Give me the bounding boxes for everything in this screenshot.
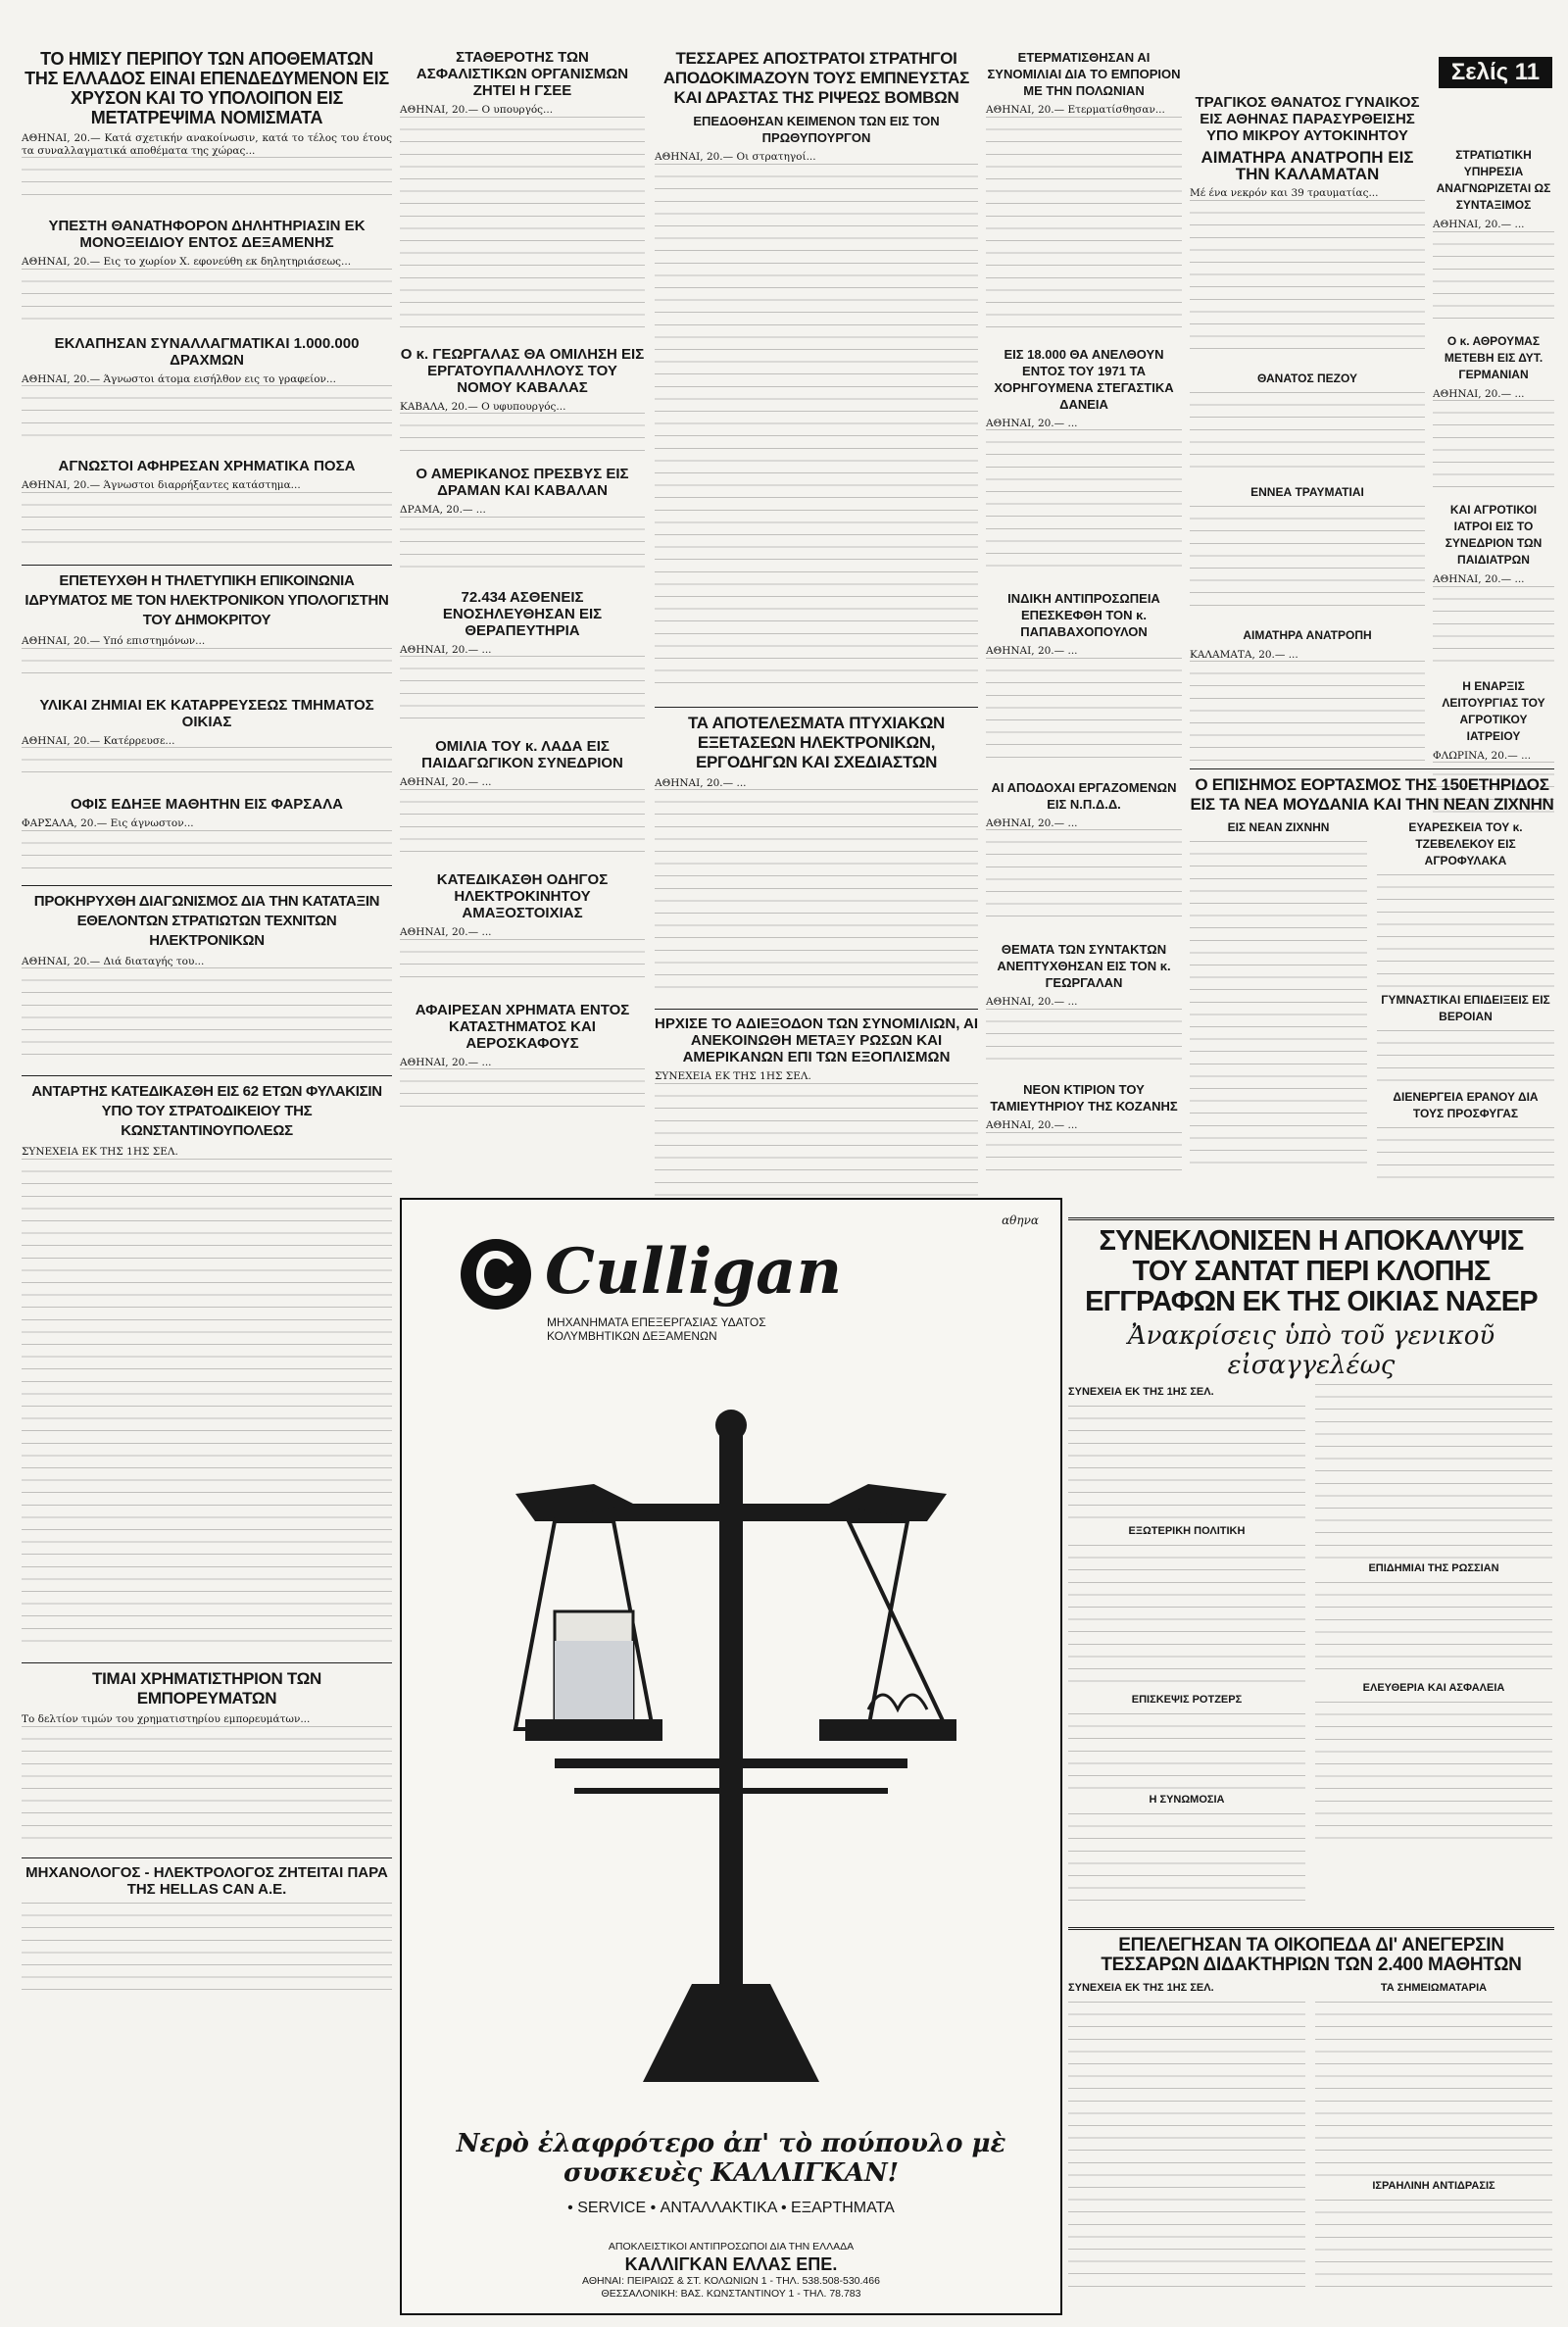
continuation-label: ΣΥΝΕΧΕΙΑ ΕΚ ΤΗΣ 1ΗΣ ΣΕΛ. — [1068, 1386, 1214, 1398]
story — [986, 346, 1182, 577]
celebration-block — [1190, 763, 1554, 1186]
story — [400, 1002, 645, 1109]
story — [986, 941, 1182, 1067]
story — [1190, 94, 1425, 357]
story — [1190, 484, 1425, 614]
continuation-label: ΣΥΝΕΧΕΙΑ ΕΚ ΤΗΣ 1ΗΣ ΣΕΛ. — [1068, 1982, 1214, 1994]
text-lines — [986, 829, 1182, 927]
headline: ΘΕΜΑΤΑ ΤΩΝ ΣΥΝΤΑΚΤΩΝ ΑΝΕΠΤΥΧΘΗΣΑΝ ΕΙΣ ΤΟΝ κ. ΓΕΩΡΓΑΛΑΝ — [997, 942, 1171, 991]
text-lines — [22, 492, 392, 551]
headline: ΝΕΟΝ ΚΤΙΡΙΟΝ ΤΟΥ ΤΑΜΙΕΥΤΗΡΙΟΥ ΤΗΣ ΚΟΖΑΝΗΣ — [990, 1081, 1178, 1114]
ad-slogan: Νερὸ ἐλαφρότερο ἀπ' τὸ πούπουλο μὲ συσκευὲς ΚΑΛΛΙΓΚΑΝ! — [456, 2129, 1006, 2188]
headline: 72.434 ΑΣΘΕΝΕΙΣ ΕΝΟΣΗΛΕΥΘΗΣΑΝ ΕΙΣ ΘΕΡΑΠΕΥΤΗΡΙΑ — [442, 588, 603, 639]
story-body: ΑΘΗΝΑΙ, 20.— ... — [400, 1056, 492, 1068]
story-body: ΑΘΗΝΑΙ, 20.— Ο υπουργός... — [400, 104, 554, 116]
text-lines — [1315, 1702, 1552, 1839]
story — [22, 892, 392, 1063]
ad-subtitle: ΜΗΧΑΝΗΜΑΤΑ ΕΠΕΞΕΡΓΑΣΙΑΣ ΥΔΑΤΟΣ ΚΟΛΥΜΒΗΤΙΚΩΝ ΔΕΞΑΜΕΝΩΝ — [547, 1315, 766, 1343]
story — [22, 796, 392, 871]
story — [400, 466, 645, 575]
text-lines — [1068, 1406, 1305, 1523]
story — [1433, 333, 1554, 489]
text-lines — [400, 517, 645, 575]
text-lines — [1315, 2002, 1552, 2178]
story-body: ΑΘΗΝΑΙ, 20.— Διά διαταγής του... — [22, 955, 205, 967]
headline: ΑΓΝΩΣΤΟΙ ΑΦΗΡΕΣΑΝ ΧΡΗΜΑΤΙΚΑ ΠΟΣΑ — [58, 458, 356, 475]
story — [22, 571, 392, 683]
story-body: ΑΘΗΝΑΙ, 20.— Άγνωστοι άτομα εισήλθον εις το γραφείον... — [22, 372, 336, 385]
text-lines — [1068, 1813, 1305, 1911]
divider — [22, 565, 392, 566]
text-lines — [1190, 200, 1425, 357]
story — [986, 1081, 1182, 1171]
story-body: ΑΘΗΝΑΙ, 20.— Εις το χωρίον Χ. εφονεύθη εκ δηλητηριάσεως... — [22, 256, 352, 269]
divider — [655, 707, 978, 708]
story-body: ΑΘΗΝΑΙ, 20.— ... — [986, 817, 1078, 829]
text-lines — [986, 1009, 1182, 1067]
text-lines — [22, 1726, 392, 1844]
story — [22, 458, 392, 551]
lead-story — [1068, 1212, 1554, 1911]
story — [400, 49, 645, 332]
culligan-advertisement — [400, 1198, 1062, 2315]
text-lines — [22, 157, 392, 204]
headline: ΙΝΔΙΚΗ ΑΝΤΙΠΡΟΣΩΠΕΙΑ ΕΠΕΣΚΕΦΘΗ ΤΟΝ κ. ΠΑΠΑΒΑΧΟΠΟΥΛΟΝ — [1007, 591, 1160, 640]
text-lines — [22, 1159, 392, 1649]
story-body: ΚΑΛΑΜΑΤΑ, 20.— ... — [1190, 648, 1298, 661]
story-body: ΑΘΗΝΑΙ, 20.— ... — [1433, 219, 1525, 230]
story — [986, 49, 1182, 332]
story-body: Μέ ένα νεκρόν και 39 τραυματίας... — [1190, 187, 1379, 199]
story-body: ΑΘΗΝΑΙ, 20.— ... — [400, 643, 492, 656]
story-body: ΑΘΗΝΑΙ, 20.— ... — [1433, 387, 1525, 400]
story-body: ΑΘΗΝΑΙ, 20.— ... — [986, 996, 1078, 1009]
column-6 — [1433, 147, 1554, 834]
headline: ΤΕΣΣΑΡΕΣ ΑΠΟΣΤΡΑΤΟΙ ΣΤΡΑΤΗΓΟΙ ΑΠΟΔΟΚΙΜΑΖΟΥΝ ΤΟΥΣ ΕΜΠΝΕΥΣΤΑΣ ΚΑΙ ΔΡΑΣΤΑΣ ΤΗΣ ΡΙΨΕΩΣ ΒΟΜΒΩΝ — [662, 49, 970, 107]
subheadline: ΑΙΜΑΤΗΡΑ ΑΝΑΤΡΟΠΗ ΕΙΣ ΤΗΝ ΚΑΛΑΜΑΤΑΝ — [1200, 148, 1414, 183]
headline: Η ΕΝΑΡΞΙΣ ΛΕΙΤΟΥΡΓΙΑΣ ΤΟΥ ΑΓΡΟΤΙΚΟΥ ΙΑΤΡΕΙΟΥ — [1442, 678, 1545, 743]
headline: Ο ΕΠΙΣΗΜΟΣ ΕΟΡΤΑΣΜΟΣ ΤΗΣ 150ΕΤΗΡΙΔΟΣ ΕΙΣ ΤΑ ΝΕΑ ΜΟΥΔΑΝΙΑ ΚΑΙ ΤΗΝ ΝΕΑΝ ΖΙΧΝΗΝ — [1190, 775, 1554, 814]
headline: ΚΑΙ ΑΓΡΟΤΙΚΟΙ ΙΑΤΡΟΙ ΕΙΣ ΤΟ ΣΥΝΕΔΡΙΟΝ ΤΩΝ ΠΑΙΔΙΑΤΡΩΝ — [1445, 503, 1543, 568]
culligan-logo-icon — [459, 1237, 533, 1312]
headline: ΕΠΕΛΕΓΗΣΑΝ ΤΑ ΟΙΚΟΠΕΔΑ ΔΙ' ΑΝΕΓΕΡΣΙΝ ΤΕΣΣΑΡΩΝ ΔΙΔΑΚΤΗΡΙΩΝ ΤΩΝ 2.400 ΜΑΘΗΤΩΝ — [1101, 1935, 1522, 1975]
story-body: ΑΘΗΝΑΙ, 20.— ... — [986, 645, 1078, 658]
headline: ΤΙΜΑΙ ΧΡΗΜΑΤΙΣΤΗΡΙΟΝ ΤΩΝ ΕΜΠΟΡΕΥΜΑΤΩΝ — [91, 1668, 321, 1708]
text-lines — [1190, 506, 1425, 614]
subheadline: ΕΙΣ ΝΕΑΝ ΖΙΧΝΗΝ — [1227, 820, 1330, 834]
headline: ΘΑΝΑΤΟΣ ΠΕΖΟΥ — [1257, 371, 1357, 385]
section-label: ΤΑ ΣΗΜΕΙΩΜΑΤΑΡΙΑ — [1380, 1982, 1488, 1994]
headline: ΟΦΙΣ ΕΔΗΞΕ ΜΑΘΗΤΗΝ ΕΙΣ ΦΑΡΣΑΛΑ — [71, 796, 343, 814]
headline: ΤΟ ΗΜΙΣΥ ΠΕΡΙΠΟΥ ΤΩΝ ΑΠΟΘΕΜΑΤΩΝ ΤΗΣ ΕΛΛΑΔΟΣ ΕΙΝΑΙ ΕΠΕΝΔΕΔΥΜΕΝΟΝ ΕΙΣ ΧΡΥΣΟΝ ΚΑΙ ΤΟ ΥΠΟΛΟΙΠΟΝ ΕΙΣ ΜΕΤΑΤΡΕΨΙΜΑ ΝΟΜΙΣΜΑΤΑ — [24, 49, 389, 127]
ad-tag: αθηνα — [1002, 1213, 1039, 1227]
column-2 — [400, 49, 645, 1121]
text-lines — [1433, 586, 1554, 665]
headline: Ο κ. ΓΕΩΡΓΑΛΑΣ ΘΑ ΟΜΙΛΗΣΗ ΕΙΣ ΕΡΓΑΤΟΥΠΑΛΛΗΛΟΥΣ ΤΟΥ ΝΟΜΟΥ ΚΑΒΑΛΑΣ — [400, 345, 645, 396]
story — [400, 589, 645, 725]
ad-footer-line: ΑΘΗΝΑΙ: ΠΕΙΡΑΙΩΣ & ΣΤ. ΚΟΛΩΝΙΩΝ 1 - ΤΗΛ. 538.508-530.466 — [582, 2275, 880, 2287]
story — [22, 1082, 392, 1649]
story-body: ΦΑΡΣΑΛΑ, 20.— Εις άγνωστον... — [22, 817, 194, 830]
story-body: ΑΘΗΝΑΙ, 20.— ... — [986, 1118, 1078, 1131]
headline: ΣΤΑΘΕΡΟΤΗΣ ΤΩΝ ΑΣΦΑΛΙΣΤΙΚΩΝ ΟΡΓΑΝΙΣΜΩΝ ΖΗΤΕΙ Η ΓΣΕΕ — [416, 49, 629, 99]
story-body: ΑΘΗΝΑΙ, 20.— Κατά σχετικήν ανακοίνωσιν, κατά το τέλος του έτους τα συναλλαγματικά αποθέματα της χώρας... — [22, 132, 392, 157]
divider — [1190, 768, 1554, 769]
text-lines — [1315, 1582, 1552, 1680]
text-lines — [655, 1083, 978, 1201]
text-lines — [1377, 1030, 1554, 1089]
story-body: ΑΘΗΝΑΙ, 20.— Ετερματίσθησαν... — [986, 104, 1165, 116]
headline: ΣΤΡΑΤΙΩΤΙΚΗ ΥΠΗΡΕΣΙΑ ΑΝΑΓΝΩΡΙΖΕΤΑΙ ΩΣ ΣΥΝΤΑΞΙΜΟΣ — [1436, 148, 1551, 212]
section-label: ΙΣΡΑΗΛΙΝΗ ΑΝΤΙΔΡΑΣΙΣ — [1372, 2180, 1495, 2192]
headline: ΑΦΑΙΡΕΣΑΝ ΧΡΗΜΑΤΑ ΕΝΤΟΣ ΚΑΤΑΣΤΗΜΑΤΟΣ ΚΑΙ ΑΕΡΟΣΚΑΦΟΥΣ — [415, 1001, 630, 1052]
subheadline: ΕΠΕΔΟΘΗΣΑΝ ΚΕΙΜΕΝΟΝ ΤΩΝ ΕΙΣ ΤΟΝ ΠΡΩΘΥΠΟΥΡΓΟΝ — [693, 114, 940, 145]
subheadline: ΔΙΕΝΕΡΓΕΙΑ ΕΡΑΝΟΥ ΔΙΑ ΤΟΥΣ ΠΡΟΣΦΥΓΑΣ — [1393, 1090, 1539, 1120]
text-lines — [1315, 1384, 1552, 1560]
story — [22, 335, 392, 445]
story-body: ΑΘΗΝΑΙ, 20.— ... — [400, 776, 492, 789]
column-1 — [22, 49, 392, 2005]
story-body: ΔΡΑΜΑ, 20.— ... — [400, 504, 486, 517]
story — [655, 714, 978, 996]
ad-brand: Culligan — [545, 1235, 843, 1309]
text-lines — [1190, 841, 1367, 1174]
text-lines — [400, 939, 645, 988]
text-lines — [400, 656, 645, 724]
story — [1433, 502, 1554, 665]
headline: ΕΠΕΤΕΥΧΘΗ Η ΤΗΛΕΤΥΠΙΚΗ ΕΠΙΚΟΙΝΩΝΙΑ ΙΔΡΥΜΑΤΟΣ ΜΕ ΤΟΝ ΗΛΕΚΤΡΟΝΙΚΟΝ ΥΠΟΛΟΓΙΣΤΗΝ ΤΟΥ ΔΗΜΟΚΡΙΤΟΥ — [24, 571, 389, 628]
text-lines — [1377, 1127, 1554, 1186]
divider — [22, 885, 392, 886]
text-lines — [1068, 2002, 1305, 2296]
section-label: ΕΠΙΣΚΕΨΙΣ ΡΟΤΖΕΡΣ — [1131, 1694, 1243, 1706]
divider — [1068, 1217, 1554, 1220]
ad-footer-line: ΑΠΟΚΛΕΙΣΤΙΚΟΙ ΑΝΤΙΠΡΟΣΩΠΟΙ ΔΙΑ ΤΗΝ ΕΛΛΑΔΑ — [608, 2241, 855, 2253]
ad-footer-line: ΘΕΣΣΑΛΟΝΙΚΗ: ΒΑΣ. ΚΩΝΣΤΑΝΤΙΝΟΥ 1 - ΤΗΛ. 78.783 — [601, 2288, 861, 2300]
text-lines — [22, 269, 392, 322]
headline: Ο κ. ΑΘΡΟΥΜΑΣ ΜΕΤΕΒΗ ΕΙΣ ΔΥΤ. ΓΕΡΜΑΝΙΑΝ — [1444, 333, 1544, 381]
story-body: ΑΘΗΝΑΙ, 20.— ... — [986, 417, 1078, 429]
ad-footer — [402, 2241, 1060, 2301]
story-body: ΑΘΗΝΑΙ, 20.— ... — [655, 776, 747, 789]
text-lines — [1190, 661, 1425, 768]
story — [986, 779, 1182, 928]
story — [22, 1864, 392, 1991]
text-lines — [22, 747, 392, 782]
headline: ΚΑΤΕΔΙΚΑΣΘΗ ΟΔΗΓΟΣ ΗΛΕΚΤΡΟΚΙΝΗΤΟΥ ΑΜΑΞΟΣΤΟΙΧΙΑΣ — [436, 870, 609, 921]
story-body: ΑΘΗΝΑΙ, 20.— Κατέρρευσε... — [22, 734, 175, 747]
story — [1190, 371, 1425, 470]
story-body: ΑΘΗΝΑΙ, 20.— Υπό επιστημόνων... — [22, 634, 206, 647]
text-lines — [400, 117, 645, 332]
story-body: Το δελτίον τιμών του χρηματιστηρίου εμπορευμάτων... — [22, 1712, 311, 1725]
lead-subheadline: Ἀνακρίσεις ὑπὸ τοῦ γενικοῦ εἰσαγγελέως — [1127, 1321, 1495, 1380]
story-body: ΑΘΗΝΑΙ, 20.— Οι στρατηγοί... — [655, 151, 816, 163]
column-3 — [655, 49, 978, 1214]
story — [655, 49, 978, 693]
headline: ΕΤΕΡΜΑΤΙΣΘΗΣΑΝ ΑΙ ΣΥΝΟΜΙΛΙΑΙ ΔΙΑ ΤΟ ΕΜΠΟΡΙΟΝ ΜΕ ΤΗΝ ΠΟΛΩΝΙΑΝ — [987, 50, 1181, 98]
text-lines — [22, 830, 392, 871]
story-body: ΣΥΝΕΧΕΙΑ ΕΚ ΤΗΣ 1ΗΣ ΣΕΛ. — [655, 1070, 811, 1083]
divider — [655, 1009, 978, 1010]
page-number-badge: Σελίς 11 — [1439, 57, 1552, 88]
divider — [22, 1857, 392, 1858]
text-lines — [400, 789, 645, 858]
story-body: ΣΥΝΕΧΕΙΑ ΕΚ ΤΗΣ 1ΗΣ ΣΕΛ. — [22, 1146, 178, 1159]
section-label: ΕΛΕΥΘΕΡΙΑ ΚΑΙ ΑΣΦΑΛΕΙΑ — [1362, 1682, 1505, 1694]
headline: ΑΙ ΑΠΟΔΟΧΑΙ ΕΡΓΑΖΟΜΕΝΩΝ ΕΙΣ Ν.Π.Δ.Δ. — [991, 779, 1177, 812]
lead-headline: ΣΥΝΕΚΛΟΝΙΣΕΝ Η ΑΠΟΚΑΛΥΨΙΣ ΤΟΥ ΣΑΝΤΑΤ ΠΕΡΙ ΚΛΟΠΗΣ ΕΓΓΡΑΦΩΝ ΕΚ ΤΗΣ ΟΙΚΙΑΣ ΝΑΣΕΡ — [1085, 1225, 1538, 1317]
story-body: ΦΛΩΡΙΝΑ, 20.— ... — [1433, 749, 1532, 762]
text-lines — [1377, 874, 1554, 992]
story — [22, 1669, 392, 1844]
text-lines — [986, 117, 1182, 332]
scales-illustration-icon — [496, 1396, 966, 2111]
subheadline: ΕΥΑΡΕΣΚΕΙΑ ΤΟΥ κ. ΤΖΕΒΕΛΕΚΟΥ ΕΙΣ ΑΓΡΟΦΥΛΑΚΑ — [1408, 820, 1523, 867]
headline: ΟΜΙΛΙΑ ΤΟΥ κ. ΛΑΔΑ ΕΙΣ ΠΑΙΔΑΓΩΓΙΚΟΝ ΣΥΝΕΔΡΙΟΝ — [421, 738, 623, 772]
schools-story — [1068, 1921, 1554, 2298]
subheadline: ΓΥΜΝΑΣΤΙΚΑΙ ΕΠΙΔΕΙΞΕΙΣ ΕΙΣ ΒΕΡΟΙΑΝ — [1381, 993, 1550, 1023]
text-lines — [986, 429, 1182, 576]
text-lines — [1190, 392, 1425, 470]
text-lines — [1068, 1713, 1305, 1792]
text-lines — [1433, 400, 1554, 488]
section-label: ΕΞΩΤΕΡΙΚΗ ΠΟΛΙΤΙΚΗ — [1128, 1525, 1246, 1537]
headline: ΥΠΕΣΤΗ ΘΑΝΑΤΗΦΟΡΟΝ ΔΗΛΗΤΗΡΙΑΣΙΝ ΕΚ ΜΟΝΟΞΕΙΔΙΟΥ ΕΝΤΟΣ ΔΕΞΑΜΕΝΗΣ — [48, 218, 366, 252]
column-5 — [1190, 94, 1425, 782]
text-lines — [400, 1068, 645, 1108]
text-lines — [655, 789, 978, 995]
story — [986, 590, 1182, 766]
text-lines — [1315, 2200, 1552, 2298]
story-body: ΑΘΗΝΑΙ, 20.— ... — [1433, 573, 1525, 586]
text-lines — [1433, 231, 1554, 320]
text-lines — [22, 648, 392, 683]
story — [400, 346, 645, 453]
divider — [22, 1075, 392, 1076]
headline: ΤΑ ΑΠΟΤΕΛΕΣΜΑΤΑ ΠΤΥΧΙΑΚΩΝ ΕΞΕΤΑΣΕΩΝ ΗΛΕΚΤΡΟΝΙΚΩΝ, ΕΡΓΟΔΗΓΩΝ ΚΑΙ ΣΧΕΔΙΑΣΤΩΝ — [687, 713, 946, 771]
text-lines — [986, 658, 1182, 766]
section-label: Η ΣΥΝΩΜΟΣΙΑ — [1149, 1794, 1225, 1806]
text-lines — [655, 164, 978, 693]
text-lines — [22, 385, 392, 444]
text-lines — [986, 1132, 1182, 1171]
headline: ΜΗΧΑΝΟΛΟΓΟΣ - ΗΛΕΚΤΡΟΛΟΓΟΣ ΖΗΤΕΙΤΑΙ ΠΑΡΑ ΤΗΣ HELLAS CAN A.E. — [25, 1863, 388, 1898]
headline: ΠΡΟΚΗΡΥΧΘΗ ΔΙΑΓΩΝΙΣΜΟΣ ΔΙΑ ΤΗΝ ΚΑΤΑΤΑΞΙΝ ΕΘΕΛΟΝΤΩΝ ΣΤΡΑΤΙΩΤΩΝ ΤΕΧΝΙΤΩΝ ΗΛΕΚΤΡΟΝΙΚΩΝ — [33, 892, 380, 949]
headline: ΑΙΜΑΤΗΡΑ ΑΝΑΤΡΟΠΗ — [1243, 627, 1372, 642]
divider — [1068, 1927, 1554, 1930]
divider — [22, 1662, 392, 1663]
story — [22, 218, 392, 322]
text-lines — [400, 413, 645, 452]
text-lines — [22, 1903, 392, 1991]
ad-services: • SERVICE • ΑΝΤΑΛΛΑΚΤΙΚΑ • ΕΞΑΡΤΗΜΑΤΑ — [567, 2200, 895, 2216]
story-body: ΑΘΗΝΑΙ, 20.— Άγνωστοι διαρρήξαντες κατάστημα... — [22, 479, 301, 492]
story — [22, 697, 392, 783]
headline: ΕΝΝΕΑ ΤΡΑΥΜΑΤΙΑΙ — [1250, 484, 1364, 499]
story — [22, 49, 392, 204]
story — [655, 1015, 978, 1201]
headline: ΑΝΤΑΡΤΗΣ ΚΑΤΕΔΙΚΑΣΘΗ ΕΙΣ 62 ΕΤΩΝ ΦΥΛΑΚΙΣΙΝ ΥΠΟ ΤΟΥ ΣΤΡΑΤΟΔΙΚΕΙΟΥ ΤΗΣ ΚΩΝΣΤΑΝΤΙΝΟΥΠΟΛΕΩΣ — [31, 1083, 382, 1140]
headline: Ο ΑΜΕΡΙΚΑΝΟΣ ΠΡΕΣΒΥΣ ΕΙΣ ΔΡΑΜΑΝ ΚΑΙ ΚΑΒΑΛΑΝ — [416, 466, 629, 500]
section-label: ΕΠΙΔΗΜΙΑΙ ΤΗΣ ΡΩΣΣΙΑΝ — [1368, 1562, 1499, 1574]
ad-footer-company: ΚΑΛΛΙΓΚΑΝ ΕΛΛΑΣ ΕΠΕ. — [624, 2254, 838, 2274]
column-4 — [986, 49, 1182, 1185]
headline: ΤΡΑΓΙΚΟΣ ΘΑΝΑΤΟΣ ΓΥΝΑΙΚΟΣ ΕΙΣ ΑΘΗΝΑΣ ΠΑΡΑΣΥΡΘΕΙΣΗΣ ΥΠΟ ΜΙΚΡΟΥ ΑΥΤΟΚΙΝΗΤΟΥ — [1195, 94, 1420, 144]
headline: ΕΚΛΑΠΗΣΑΝ ΣΥΝΑΛΛΑΓΜΑΤΙΚΑΙ 1.000.000 ΔΡΑΧΜΩΝ — [54, 334, 360, 369]
story-body: ΚΑΒΑΛΑ, 20.— Ο υφυπουργός... — [400, 400, 566, 413]
headline: ΥΛΙΚΑΙ ΖΗΜΙΑΙ ΕΚ ΚΑΤΑΡΡΕΥΣΕΩΣ ΤΜΗΜΑΤΟΣ ΟΙΚΙΑΣ — [39, 696, 374, 730]
story — [1190, 627, 1425, 769]
text-lines — [22, 967, 392, 1062]
headline: ΗΡΧΙΣΕ ΤΟ ΑΔΙΕΞΟΔΟΝ ΤΩΝ ΣΥΝΟΜΙΛΙΩΝ, ΑΙ ΑΝΕΚΟΙΝΩΘΗ ΜΕΤΑΞΥ ΡΩΣΩΝ ΚΑΙ ΑΜΕΡΙΚΑΝΩΝ ΕΠΙ ΤΩΝ ΕΞΟΠΛΙΣΜΩΝ — [655, 1015, 978, 1066]
text-lines — [1068, 1545, 1305, 1692]
story-body: ΑΘΗΝΑΙ, 20.— ... — [400, 925, 492, 938]
story — [400, 738, 645, 858]
story — [1433, 147, 1554, 320]
headline: ΕΙΣ 18.000 ΘΑ ΑΝΕΛΘΟΥΝ ΕΝΤΟΣ ΤΟΥ 1971 ΤΑ ΧΟΡΗΓΟΥΜΕΝΑ ΣΤΕΓΑΣΤΙΚΑ ΔΑΝΕΙΑ — [994, 346, 1174, 412]
story — [400, 871, 645, 988]
